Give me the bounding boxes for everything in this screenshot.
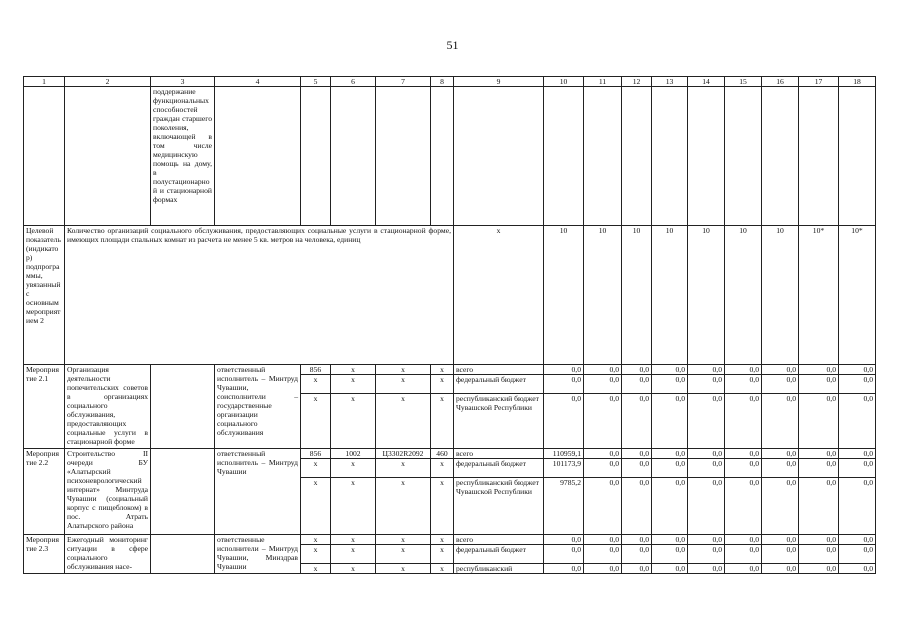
target-value: 10 xyxy=(622,226,652,365)
header-cell: 12 xyxy=(622,77,652,87)
page-number: 51 xyxy=(446,38,459,52)
measure-2-1-row: x x x x республиканский бюджет Чувашской Республики 0,0 0,0 0,0 0,0 0,0 0,0 0,0 0,0 0,0 xyxy=(24,394,876,449)
target-label: Целевой показатель (индикатор) подпрограммы, увязанный с основным мероприятием 2 xyxy=(24,226,65,365)
measure-name: Строительство II очереди БУ «Алатырский психоневрологический интернат» Минтруда Чувашии (социальный корпус с пищеблоком) в пос. Атрать Алатырского района xyxy=(65,449,151,535)
program-table xyxy=(23,76,876,574)
measure-name: Ежегодный мониторинг ситуации в сфере социального обслуживания насе- xyxy=(65,535,151,574)
funding-source: республиканский бюджет Чувашской Республики xyxy=(454,394,544,449)
funding-source: всего xyxy=(454,365,544,375)
measure-2-3-row: x x x x федеральный бюджет 0,0 0,0 0,0 0,0 0,0 0,0 0,0 0,0 0,0 xyxy=(24,545,876,564)
measure-name: Организация деятельности попечительских советов в организациях социального обслуживания, предоставляющих социальные услуги в стационарной форме xyxy=(65,365,151,449)
funding-source: всего xyxy=(454,535,544,545)
target-value: 10* xyxy=(839,226,876,365)
header-cell: 6 xyxy=(331,77,376,87)
measure-executor: ответственные исполнители – Минтруд Чувашии, Минздрав Чувашии xyxy=(215,535,301,574)
measure-2-1-row: x x x x федеральный бюджет 0,0 0,0 0,0 0,0 0,0 0,0 0,0 0,0 0,0 xyxy=(24,375,876,394)
continuation-text: поддержание функциональных способностей граждан старшего поколения, включающей в том числе медицинскую помощь на дому, в полустационарной и стационарной формах xyxy=(151,87,215,226)
funding-source: всего xyxy=(454,449,544,459)
measure-2-2-row: x x x x республиканский бюджет Чувашской Республики 9785,2 0,0 0,0 0,0 0,0 0,0 0,0 0,0 0,0 xyxy=(24,478,876,535)
header-cell: 4 xyxy=(215,77,301,87)
funding-source: федеральный бюджет xyxy=(454,459,544,478)
measure-executor: ответственный исполнитель – Минтруд Чувашии, соисполнители – государственные организации социального обслуживания xyxy=(215,365,301,449)
funding-source: федеральный бюджет xyxy=(454,375,544,394)
header-cell: 5 xyxy=(301,77,331,87)
target-value: 10 xyxy=(544,226,584,365)
measure-label: Мероприятие 2.2 xyxy=(24,449,65,535)
header-cell: 17 xyxy=(799,77,839,87)
funding-source: республиканский бюджет Чувашской Республики xyxy=(454,478,544,535)
measure-2-2-row: x x x x федеральный бюджет 101173,9 0,0 0,0 0,0 0,0 0,0 0,0 0,0 0,0 xyxy=(24,459,876,478)
measure-executor: ответственный исполнитель – Минтруд Чувашии xyxy=(215,449,301,535)
target-value: 10 xyxy=(688,226,725,365)
header-row xyxy=(24,77,876,87)
measure-label: Мероприятие 2.3 xyxy=(24,535,65,574)
target-value: 10 xyxy=(725,226,762,365)
header-cell: 1 xyxy=(24,77,65,87)
continuation-row xyxy=(24,87,876,226)
measure-2-3-row: Мероприятие 2.3 Ежегодный мониторинг ситуации в сфере социального обслуживания насе- ответственные исполнители – Минтруд Чувашии, Минздрав Чувашии x x x x всего 0,0 0,0 0,0 0,0 0,0 0,0 0,0 0,0 0,0 xyxy=(24,535,876,545)
funding-source: федеральный бюджет xyxy=(454,545,544,564)
target-value: 10 xyxy=(584,226,622,365)
measure-2-2-row: Мероприятие 2.2 Строительство II очереди БУ «Алатырский психоневрологический интернат» Минтруда Чувашии (социальный корпус с пищеблоком) в пос. Атрать Алатырского района ответственный исполнитель – Минтруд Чувашии 856 1002 Ц3302R2092 460 всего 110959,1 0,0 0,0 0,0 0,0 0,0 0,0 0,0 0,0 xyxy=(24,449,876,459)
header-cell: 13 xyxy=(652,77,688,87)
target-indicator-row xyxy=(24,226,876,365)
header-cell: 15 xyxy=(725,77,762,87)
header-cell: 16 xyxy=(762,77,799,87)
header-cell: 2 xyxy=(65,77,151,87)
measure-label: Мероприятие 2.1 xyxy=(24,365,65,449)
target-value: 10 xyxy=(762,226,799,365)
target-col9: x xyxy=(454,226,544,365)
header-cell: 14 xyxy=(688,77,725,87)
target-value: 10 xyxy=(652,226,688,365)
target-text: Количество организаций социального обслуживания, предоставляющих социальные услуги в стационарной форме, имеющих площади спальных комнат из расчета не менее 5 кв. метров на человека, единиц xyxy=(65,226,454,365)
header-cell: 3 xyxy=(151,77,215,87)
header-cell: 10 xyxy=(544,77,584,87)
header-cell: 9 xyxy=(454,77,544,87)
measure-2-3-row: x x x x республиканский 0,0 0,0 0,0 0,0 0,0 0,0 0,0 0,0 0,0 xyxy=(24,564,876,574)
header-cell: 8 xyxy=(431,77,454,87)
header-cell: 7 xyxy=(376,77,431,87)
header-cell: 18 xyxy=(839,77,876,87)
target-value: 10* xyxy=(799,226,839,365)
funding-source: республиканский xyxy=(454,564,544,574)
header-cell: 11 xyxy=(584,77,622,87)
measure-2-1-row: Мероприятие 2.1 Организация деятельности попечительских советов в организациях социального обслуживания, предоставляющих социальные услуги в стационарной форме ответственный исполнитель – Минтруд Чувашии, соисполнители – государственные организации социального обслуживания 856 x x x всего 0,0 0,0 0,0 0,0 0,0 0,0 0,0 0,0 0,0 xyxy=(24,365,876,375)
